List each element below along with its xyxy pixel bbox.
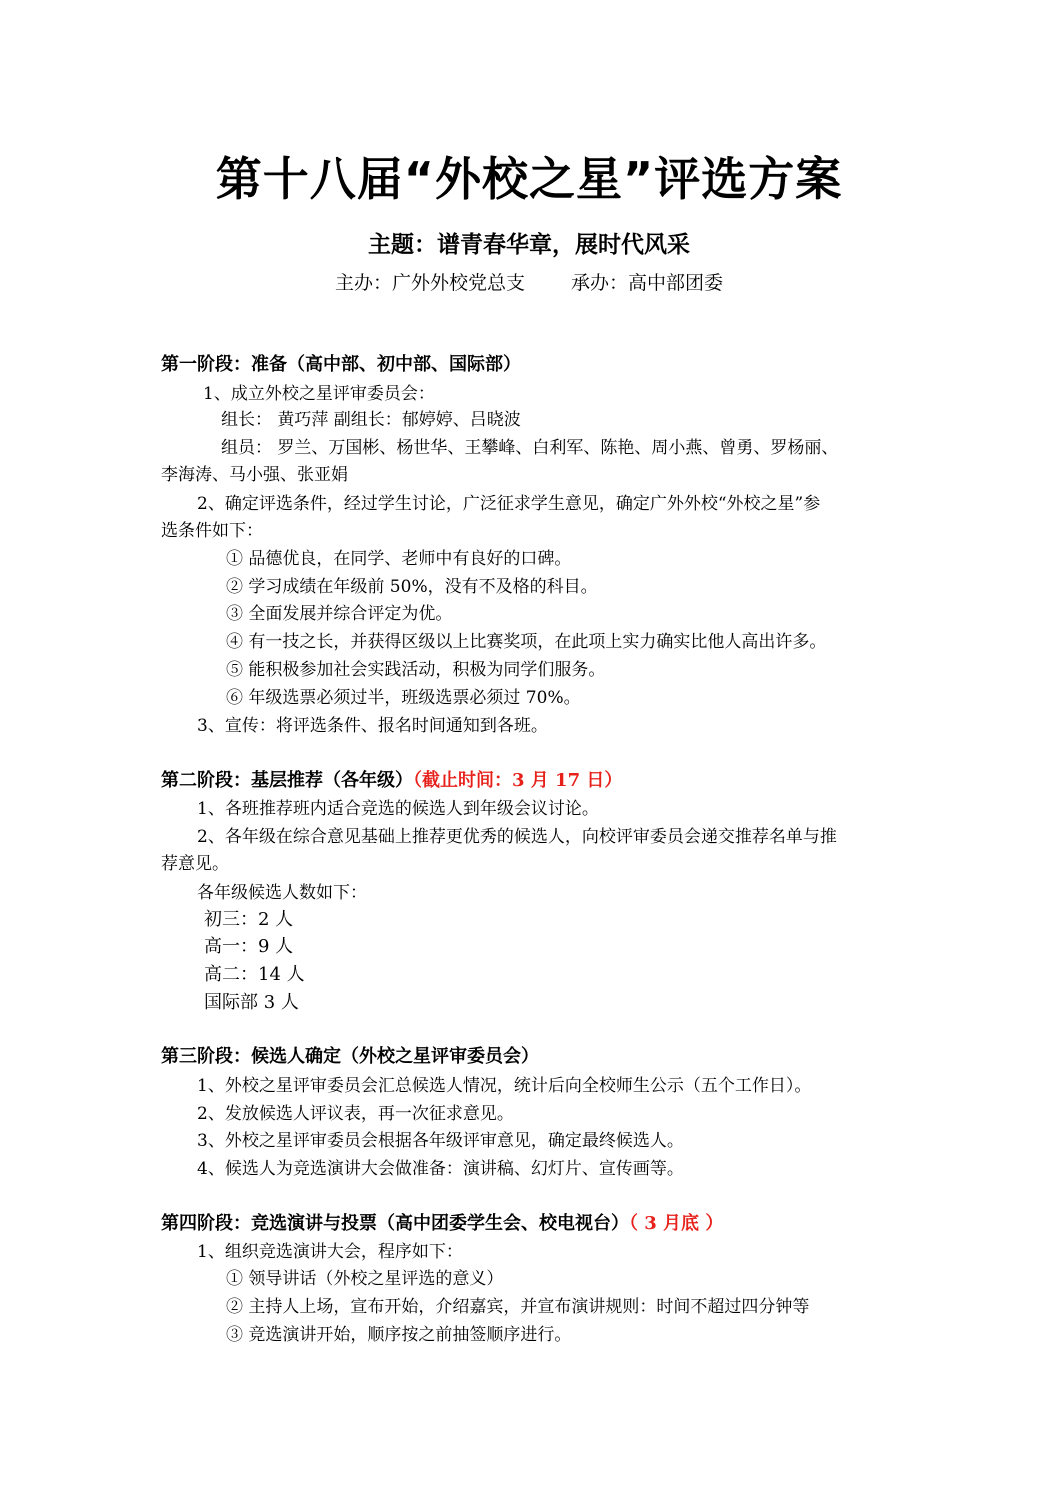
program-step: ③ 竞选演讲开始，顺序按之前抽签顺序进行。: [226, 1325, 572, 1345]
stage1-item1: 1、成立外校之星评审委员会：: [203, 384, 435, 404]
condition-item: ① 品德优良，在同学、老师中有良好的口碑。: [226, 549, 572, 569]
candidate-count: 高二：14 人: [204, 964, 305, 985]
stage2-heading: 第二阶段：基层推荐（各年级）: [161, 770, 413, 791]
document-title: 第十八届“外校之星”评选方案: [215, 152, 843, 206]
stage1-members-line1: 组员： 罗兰、万国彬、杨世华、王攀峰、白利军、陈艳、周小燕、曾勇、罗杨丽、: [221, 438, 839, 458]
program-step: ① 领导讲话（外校之星评选的意义）: [226, 1269, 504, 1289]
stage3-item: 2、发放候选人评议表，再一次征求意见。: [197, 1104, 514, 1124]
stage1-item2-line1: 2、确定评选条件，经过学生讨论，广泛征求学生意见，确定广外外校“外校之星”参: [197, 494, 821, 514]
undertaker: 承办：高中部团委: [571, 272, 724, 294]
stage1-item3: 3、宣传：将评选条件、报名时间通知到各班。: [197, 716, 548, 736]
document-subtitle: 主题：谱青春华章，展时代风采: [368, 232, 690, 258]
condition-item: ② 学习成绩在年级前 50%，没有不及格的科目。: [226, 577, 598, 597]
stage3-item: 4、候选人为竞选演讲大会做准备：演讲稿、幻灯片、宣传画等。: [197, 1159, 684, 1179]
condition-item: ④ 有一技之长，并获得区级以上比赛奖项，在此项上实力确实比他人高出许多。: [226, 632, 827, 652]
candidate-count: 高一：9 人: [204, 936, 294, 957]
stage2-item2-line2: 荐意见。: [161, 854, 229, 874]
condition-item: ⑥ 年级选票必须过半，班级选票必须过 70%。: [226, 688, 581, 708]
stage4-item1: 1、组织竞选演讲大会，程序如下：: [197, 1242, 463, 1262]
program-step: ② 主持人上场，宣布开始，介绍嘉宾，并宣布演讲规则：时间不超过四分钟等: [226, 1297, 810, 1317]
hosts-line: [0, 268, 1058, 295]
stage4-heading: 第四阶段：竞选演讲与投票（高中团委学生会、校电视台）: [161, 1213, 629, 1234]
stage1-members-line2: 李海涛、马小强、张亚娟: [161, 465, 348, 485]
candidate-count-intro: 各年级候选人数如下：: [197, 883, 367, 903]
condition-item: ⑤ 能积极参加社会实践活动，积极为同学们服务。: [226, 660, 606, 680]
stage3-item: 1、外校之星评审委员会汇总候选人情况，统计后向全校师生公示（五个工作日）。: [197, 1076, 812, 1096]
candidate-count: 初三：2 人: [204, 909, 294, 930]
stage1-heading: 第一阶段：准备（高中部、初中部、国际部）: [161, 354, 521, 375]
stage2-item2-line1: 2、各年级在综合意见基础上推荐更优秀的候选人，向校评审委员会递交推荐名单与推: [197, 827, 837, 847]
stage2-heading-line: [161, 770, 622, 792]
stage1-item2-line2: 选条件如下：: [161, 521, 263, 541]
stage3-heading: 第三阶段：候选人确定（外校之星评审委员会）: [161, 1046, 539, 1067]
condition-item: ③ 全面发展并综合评定为优。: [226, 604, 453, 624]
candidate-count: 国际部 3 人: [204, 992, 299, 1013]
organizer: 主办：广外外校党总支: [334, 272, 525, 294]
stage3-item: 3、外校之星评审委员会根据各年级评审意见，确定最终候选人。: [197, 1131, 684, 1151]
stage4-heading-line: [161, 1213, 723, 1235]
stage4-deadline: （ 3 月底 ）: [629, 1213, 724, 1234]
stage1-leaders: 组长： 黄巧萍 副组长：郁婷婷、吕晓波: [221, 410, 521, 430]
stage2-deadline: （截止时间：3 月 17 日）: [413, 770, 623, 791]
stage2-item1: 1、各班推荐班内适合竞选的候选人到年级会议讨论。: [197, 799, 599, 819]
